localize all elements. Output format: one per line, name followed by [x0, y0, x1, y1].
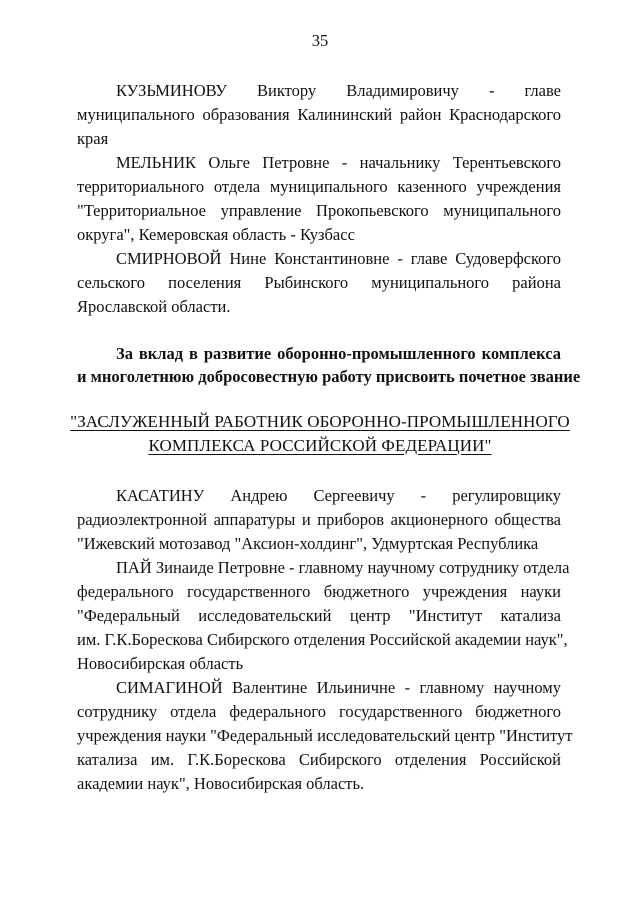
- award-entry-line: сотруднику отдела федерального государственного бюджетного: [77, 702, 561, 721]
- award-entry-line: ПАЙ Зинаиде Петровне - главному научному сотруднику отдела: [116, 558, 570, 577]
- award-entry-line: Ярославской области.: [77, 297, 231, 316]
- page-number: 35: [311, 31, 329, 50]
- award-entry-line: федерального государственного бюджетного учреждения науки: [77, 582, 561, 601]
- decree-text-line: и многолетнюю добросовестную работу присвоить почетное звание: [77, 367, 581, 386]
- award-entry-line: муниципального образования Калининский район Краснодарского: [77, 105, 561, 124]
- honorary-title-line: "ЗАСЛУЖЕННЫЙ РАБОТНИК ОБОРОННО-ПРОМЫШЛЕННОГО: [70, 412, 570, 431]
- award-entry-line: округа", Кемеровская область - Кузбасс: [77, 225, 355, 244]
- award-entry-line: учреждения науки "Федеральный исследовательский центр "Институт: [77, 726, 573, 745]
- award-entry-line: радиоэлектронной аппаратуры и приборов акционерного общества: [77, 510, 561, 529]
- award-entry-line: "Ижевский мотозавод "Аксион-холдинг", Удмуртская Республика: [77, 534, 539, 553]
- award-entry-line: СМИРНОВОЙ Нине Константиновне - главе Судоверфского: [116, 249, 561, 268]
- award-entry-line: СИМАГИНОЙ Валентине Ильиничне - главному научному: [116, 678, 561, 697]
- award-entry-line: им. Г.К.Борескова Сибирского отделения Российской академии наук",: [77, 630, 568, 649]
- award-entry-line: академии наук", Новосибирская область.: [77, 774, 365, 793]
- award-entry-line: КАСАТИНУ Андрею Сергеевичу - регулировщику: [116, 486, 561, 505]
- award-entry-line: сельского поселения Рыбинского муниципального района: [77, 273, 561, 292]
- award-entry-line: КУЗЬМИНОВУ Виктору Владимировичу - главе: [116, 81, 561, 100]
- award-entry-line: края: [77, 129, 109, 148]
- award-entry-line: МЕЛЬНИК Ольге Петровне - начальнику Терентьевского: [116, 153, 561, 172]
- award-entry-line: "Федеральный исследовательский центр "Институт катализа: [77, 606, 561, 625]
- award-entry-line: "Территориальное управление Прокопьевского муниципального: [77, 201, 561, 220]
- award-entry-line: Новосибирская область: [77, 654, 244, 673]
- decree-text-line: За вклад в развитие оборонно-промышленного комплекса: [116, 344, 561, 363]
- award-entry-line: катализа им. Г.К.Борескова Сибирского отделения Российской: [77, 750, 561, 769]
- honorary-title-line: КОМПЛЕКСА РОССИЙСКОЙ ФЕДЕРАЦИИ": [148, 436, 492, 455]
- award-entry-line: территориального отдела муниципального казенного учреждения: [77, 177, 561, 196]
